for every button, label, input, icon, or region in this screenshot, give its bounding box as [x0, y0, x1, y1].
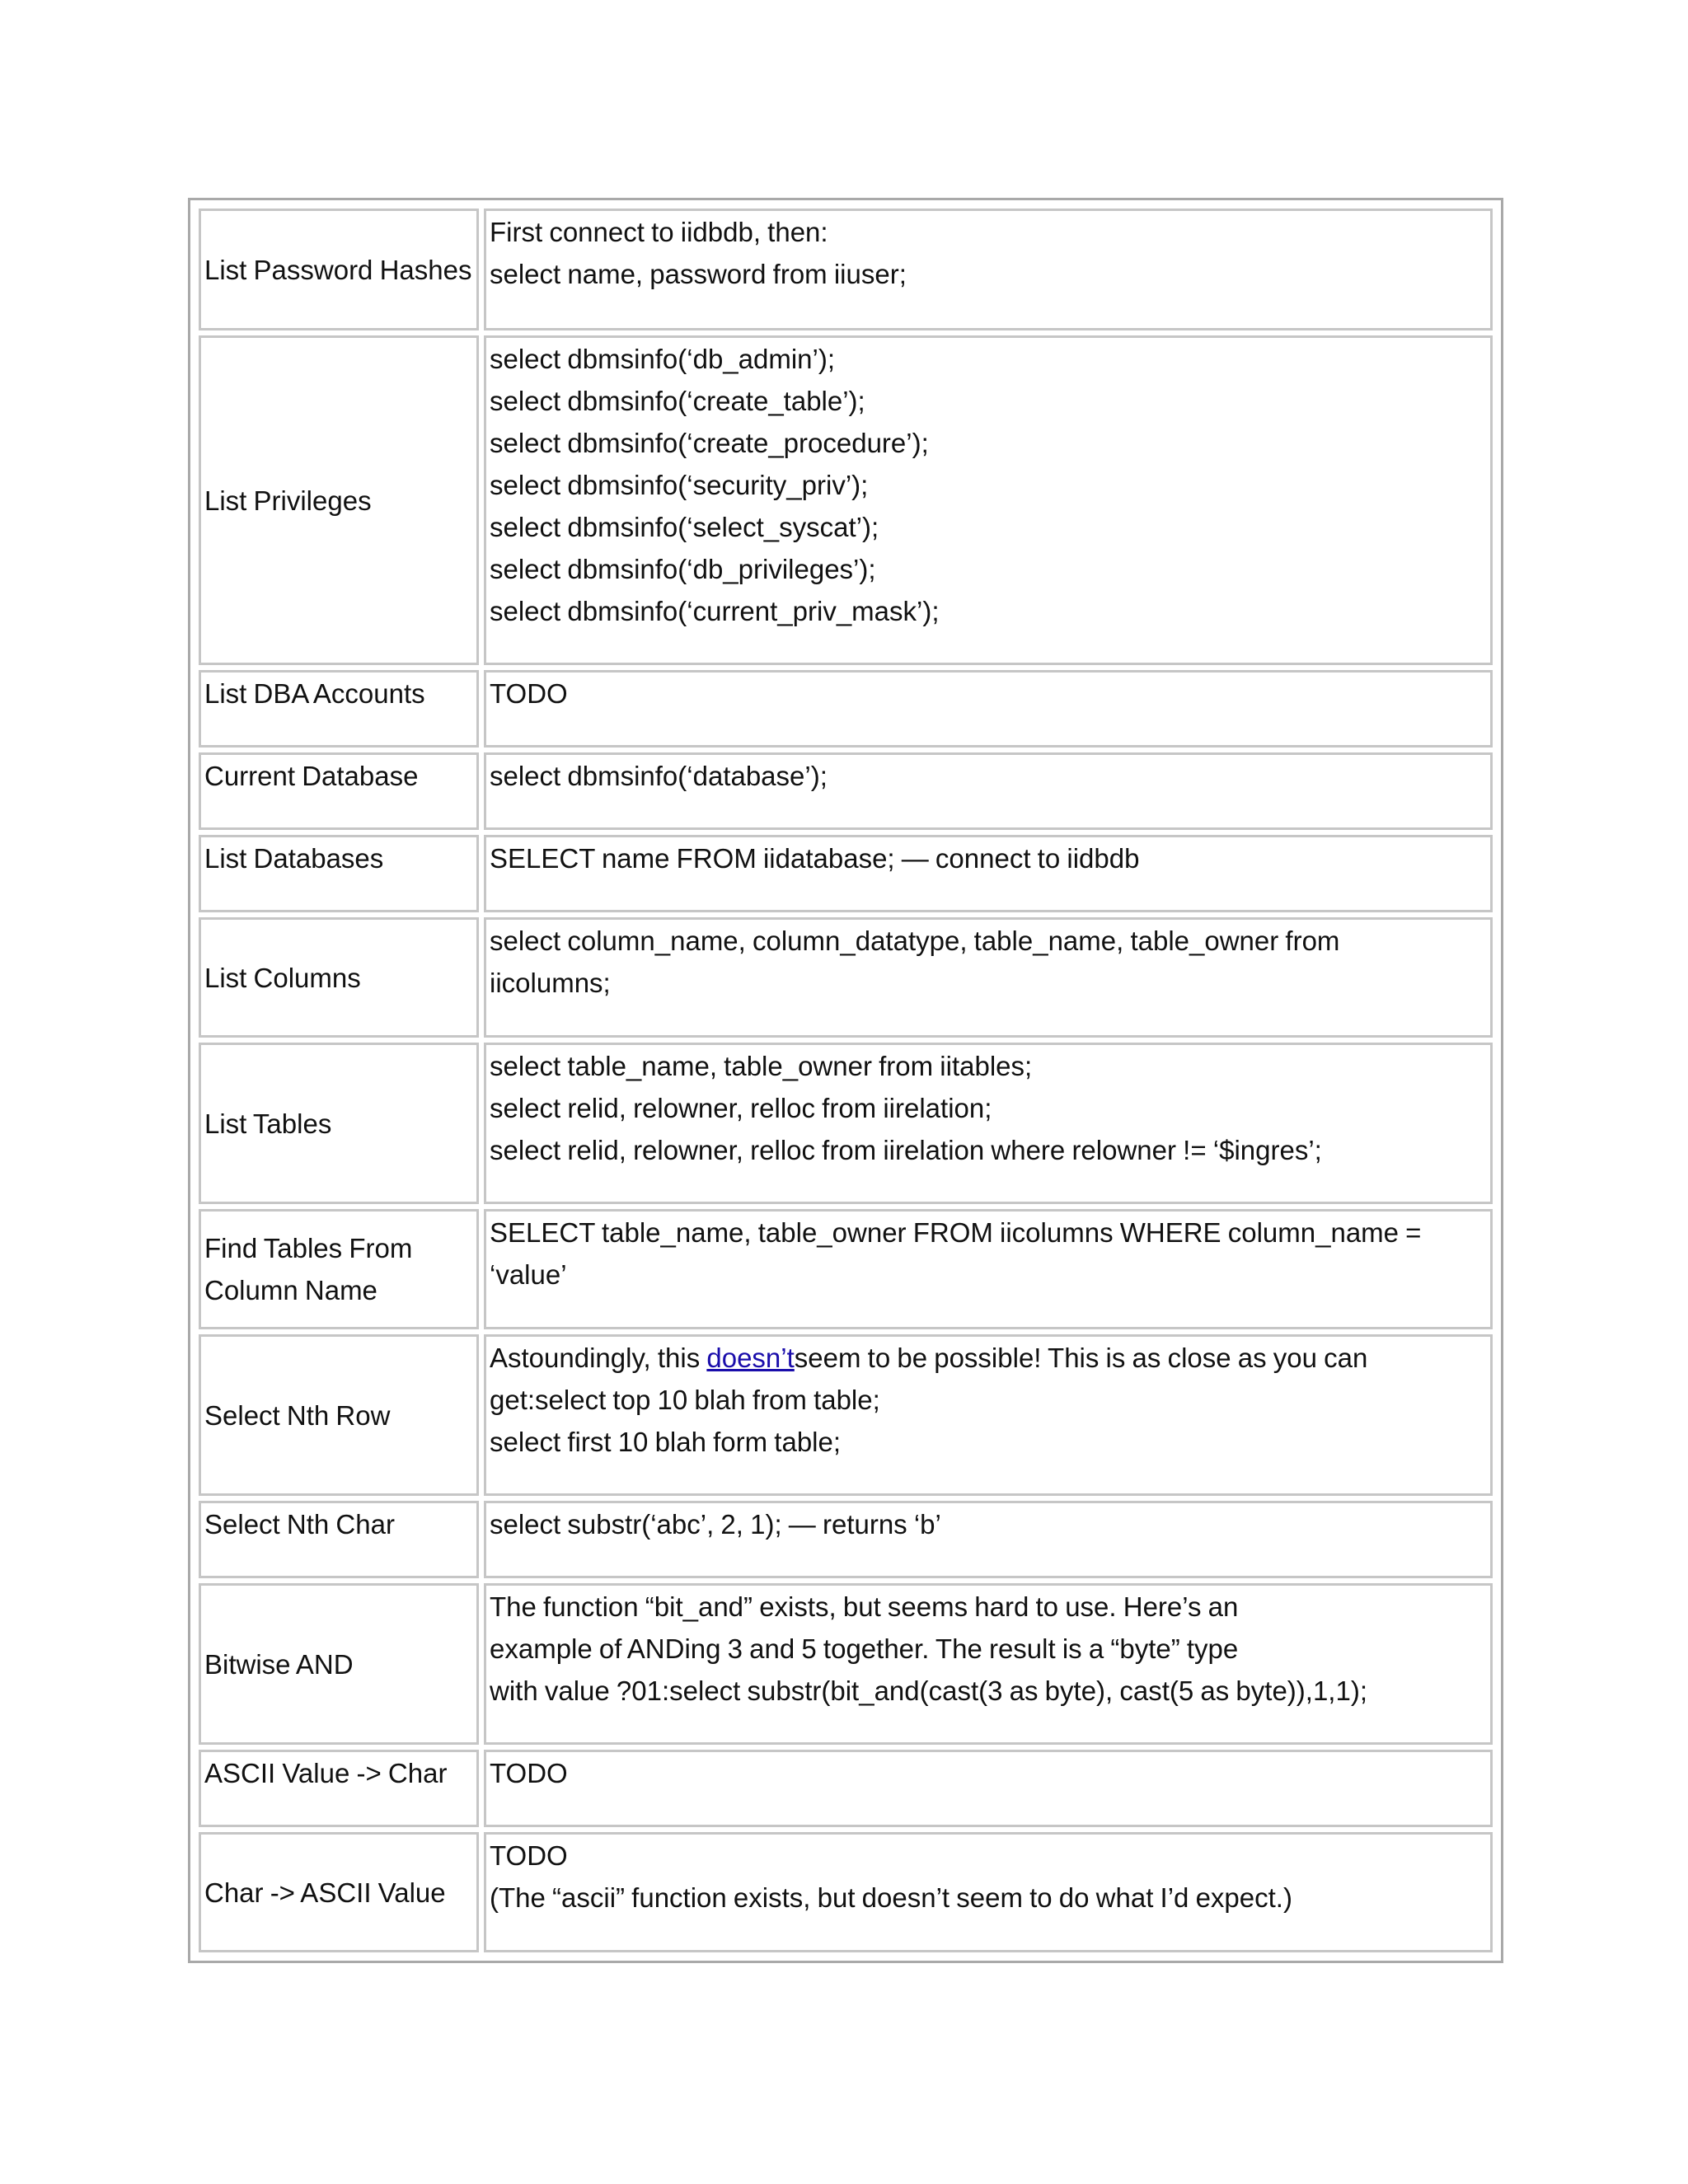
content-line: TODO [490, 1758, 568, 1788]
row-label-text: List Privileges [204, 485, 372, 516]
content-line: ‘value’ [490, 1259, 567, 1290]
content-line: (The “ascii” function exists, but doesn’t seem to do what I’d expect.) [490, 1882, 1292, 1913]
content-text: seem to be possible! This is as close as you can [794, 1343, 1368, 1373]
content-line: select relid, relowner, relloc from iirelation where relowner != ‘$ingres’; [490, 1135, 1322, 1165]
table-row [199, 335, 1493, 665]
table-row [199, 752, 1493, 830]
table-row [199, 1043, 1493, 1204]
content-line: select dbmsinfo(‘database’); [490, 761, 828, 791]
row-content [484, 1501, 1493, 1578]
content-line: example of ANDing 3 and 5 together. The result is a “byte” type [490, 1633, 1239, 1664]
table-row [199, 1832, 1493, 1952]
content-line: select dbmsinfo(‘select_syscat’); [490, 512, 879, 542]
content-line: select first 10 blah form table; [490, 1427, 842, 1457]
content-line: select table_name, table_owner from iitables; [490, 1051, 1033, 1081]
row-label-text: ASCII Value -> Char [204, 1758, 448, 1788]
row-content [484, 1583, 1493, 1745]
table-row [199, 917, 1493, 1038]
row-label [199, 335, 479, 665]
row-label [199, 1832, 479, 1952]
table-row [199, 1501, 1493, 1578]
row-label-text: Select Nth Char [204, 1509, 395, 1540]
content-line: select dbmsinfo(‘create_procedure’); [490, 428, 929, 458]
row-label-text: List Tables [204, 1108, 332, 1139]
table-row [199, 835, 1493, 912]
cheat-sheet-table [194, 204, 1498, 1957]
row-content [484, 1750, 1493, 1827]
row-label-text: Bitwise AND [204, 1648, 354, 1680]
row-label [199, 1334, 479, 1496]
row-content [484, 835, 1493, 912]
row-content [484, 1209, 1493, 1329]
row-label-text: Find Tables From [204, 1233, 413, 1263]
content-line: with value ?01:select substr(bit_and(cast(3 as byte), cast(5 as byte)),1,1); [490, 1675, 1367, 1706]
row-label [199, 1209, 479, 1329]
row-content [484, 335, 1493, 665]
row-label [199, 835, 479, 912]
table-row [199, 670, 1493, 748]
content-line: select dbmsinfo(‘security_priv’); [490, 470, 869, 500]
content-line: SELECT name FROM iidatabase; — connect to iidbdb [490, 843, 1140, 874]
content-line: select relid, relowner, relloc from iirelation; [490, 1093, 992, 1123]
row-label-text: Column Name [204, 1275, 377, 1305]
content-line: TODO [490, 678, 568, 709]
table-row [199, 209, 1493, 330]
row-content [484, 209, 1493, 330]
row-content [484, 917, 1493, 1038]
row-label-text: List DBA Accounts [204, 678, 425, 709]
content-line: select dbmsinfo(‘create_table’); [490, 386, 865, 416]
row-label-text: List Password Hashes [204, 254, 472, 285]
doesnt-link[interactable]: doesn’t [706, 1343, 795, 1373]
row-content [484, 1832, 1493, 1952]
content-line: select dbmsinfo(‘db_admin’); [490, 344, 836, 374]
row-label-text: List Databases [204, 843, 384, 874]
row-label [199, 1750, 479, 1827]
row-label [199, 1501, 479, 1578]
row-label [199, 670, 479, 748]
row-label-text: Char -> ASCII Value [204, 1877, 446, 1908]
content-line: TODO [490, 1840, 568, 1871]
content-line: select column_name, column_datatype, table_name, table_owner from [490, 926, 1340, 956]
table-row [199, 1750, 1493, 1827]
row-label [199, 1043, 479, 1204]
table-row [199, 1583, 1493, 1745]
row-label [199, 917, 479, 1038]
content-line: The function “bit_and” exists, but seems hard to use. Here’s an [490, 1591, 1239, 1622]
content-line: select substr(‘abc’, 2, 1); — returns ‘b’ [490, 1509, 941, 1540]
content-line: get:select top 10 blah from table; [490, 1385, 880, 1415]
content-line: iicolumns; [490, 968, 611, 998]
row-content [484, 1043, 1493, 1204]
content-line: SELECT table_name, table_owner FROM iicolumns WHERE column_name = [490, 1217, 1422, 1248]
content-line: select dbmsinfo(‘current_priv_mask’); [490, 596, 940, 626]
row-label-text: Current Database [204, 761, 419, 791]
content-line: select name, password from iiuser; [490, 259, 907, 289]
table-row [199, 1334, 1493, 1496]
content-text: Astoundingly, this [490, 1343, 707, 1373]
row-label [199, 1583, 479, 1745]
table-row [199, 1209, 1493, 1329]
row-label [199, 209, 479, 330]
row-content [484, 670, 1493, 748]
content-line: First connect to iidbdb, then: [490, 217, 828, 247]
content-line: select dbmsinfo(‘db_privileges’); [490, 554, 876, 584]
cheat-sheet-table-frame [188, 198, 1503, 1963]
row-label-text: List Columns [204, 962, 361, 993]
row-content [484, 752, 1493, 830]
row-label [199, 752, 479, 830]
row-label-text: Select Nth Row [204, 1399, 391, 1431]
content-line [490, 1337, 1487, 1379]
row-content [484, 1334, 1493, 1496]
